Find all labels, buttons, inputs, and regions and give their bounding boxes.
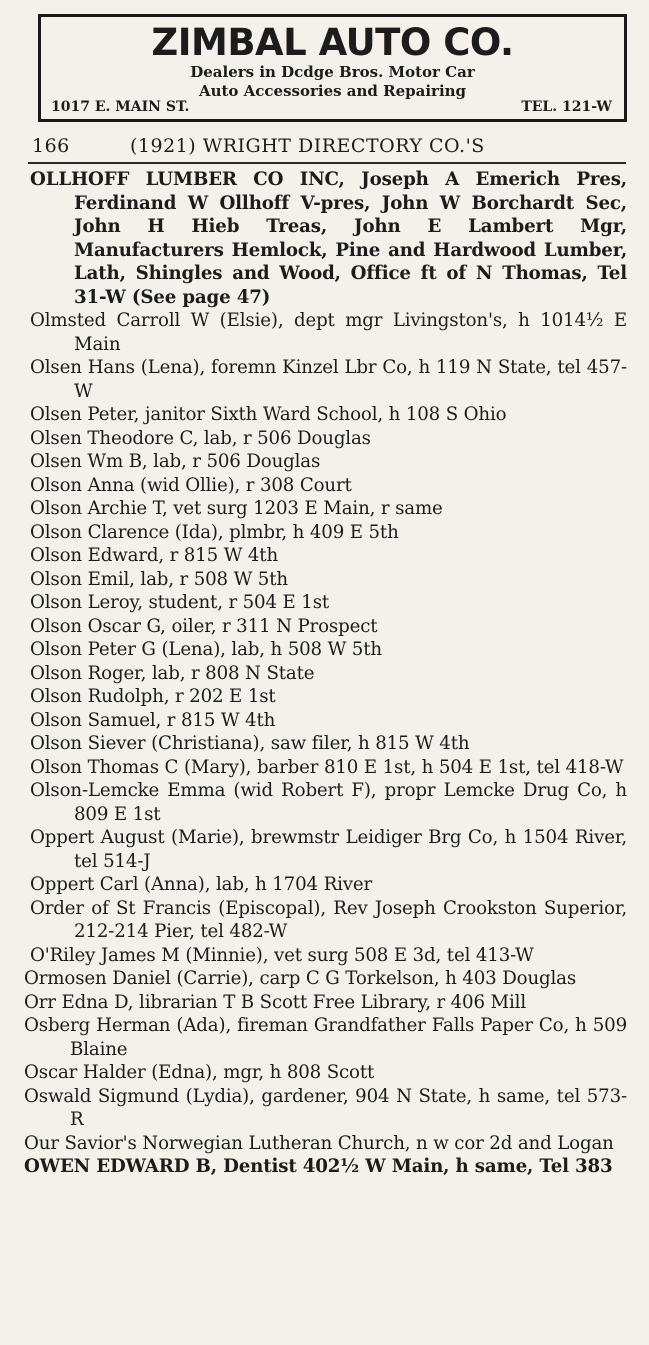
directory-entry: Oscar Halder (Edna), mgr, h 808 Scott (24, 1062, 375, 1083)
directory-entry: Oppert Carl (Anna), lab, h 1704 River (30, 874, 373, 895)
directory-entry: Osberg Herman (Ada), fireman Grandfather Falls Paper Co, h 509 Blaine (24, 1015, 627, 1060)
directory-entry: Olson Leroy, student, r 504 E 1st (30, 592, 330, 613)
directory-entry: Olsen Theodore C, lab, r 506 Douglas (30, 427, 371, 449)
directory-entry: Olson Samuel, r 815 W 4th (30, 709, 276, 731)
advertisement-box (38, 14, 627, 122)
directory-entry: Olmsted Carroll W (Elsie), dept mgr Livingston's, h 1014½ E Main (30, 310, 627, 355)
directory-entry: Our Savior's Norwegian Lutheran Church, n w cor 2d and Logan (24, 1132, 614, 1154)
ad-company-name: ZIMBAL AUTO CO. (151, 21, 514, 64)
directory-entry: Orr Edna D, librarian T B Scott Free Library, r 406 Mill (24, 991, 527, 1013)
directory-entry: Olson Thomas C (Mary), barber 810 E 1st, h 504 E 1st, tel 418-W (30, 756, 624, 778)
directory-entry: Olson Anna (wid Ollie), r 308 Court (30, 474, 352, 496)
running-head (32, 134, 616, 158)
running-head-title: (1921) WRIGHT DIRECTORY CO.'S (130, 135, 485, 157)
ad-services-line: Auto Accessories and Repairing (198, 82, 467, 100)
directory-entry: Olson Archie T, vet surg 1203 E Main, r same (30, 498, 443, 519)
directory-entry: Olsen Peter, janitor Sixth Ward School, h 108 S Ohio (30, 404, 507, 425)
page-number: 166 (32, 135, 70, 157)
ad-contact-row (51, 98, 612, 116)
ad-address: 1017 E. MAIN ST. (51, 99, 190, 115)
directory-entry: Olsen Hans (Lena), foremn Kinzel Lbr Co, h 119 N State, tel 457-W (30, 357, 627, 402)
directory-entry: Olson-Lemcke Emma (wid Robert F), propr Lemcke Drug Co, h 809 E 1st (30, 780, 627, 825)
ad-dealer-line: Dealers in Dcdge Bros. Motor Car (190, 63, 475, 81)
directory-entry: O'Riley James M (Minnie), vet surg 508 E 3d, tel 413-W (30, 944, 534, 966)
directory-entry: Order of St Francis (Episcopal), Rev Joseph Crookston Superior, 212-214 Pier, tel 482-W (30, 897, 627, 942)
directory-entry: Olson Emil, lab, r 508 W 5th (30, 568, 288, 590)
directory-entry: Olsen Wm B, lab, r 506 Douglas (30, 451, 321, 472)
ad-phone: TEL. 121-W (521, 99, 612, 115)
directory-entry: Olson Roger, lab, r 808 N State (30, 662, 315, 684)
directory-entry: Olson Oscar G, oiler, r 311 N Prospect (30, 615, 378, 637)
directory-entry: Olson Peter G (Lena), lab, h 508 W 5th (30, 639, 382, 660)
header-rule (28, 162, 626, 164)
directory-entry: Oswald Sigmund (Lydia), gardener, 904 N State, h same, tel 573-R (24, 1085, 627, 1130)
directory-listing (0, 168, 649, 1179)
directory-entry: Olson Siever (Christiana), saw filer, h 815 W 4th (30, 733, 470, 754)
directory-entry: OWEN EDWARD B, Dentist 402½ W Main, h same, Tel 383 (24, 1156, 613, 1177)
directory-entry: Oppert August (Marie), brewmstr Leidiger Brg Co, h 1504 River, tel 514-J (30, 827, 627, 872)
directory-entry: Olson Rudolph, r 202 E 1st (30, 686, 276, 707)
directory-entry: OLLHOFF LUMBER CO INC, Joseph A Emerich Pres, Ferdinand W Ollhoff V-pres, John W Borchardt Sec, John H Hieb Treas, John E Lambert Mgr, Manufacturers Hemlock, Pine and Hardwood Lumber, Lath, Shingles and Wood, Office ft of N Thomas, Tel 31-W (See page 47) (30, 169, 627, 308)
directory-entry: Ormosen Daniel (Carrie), carp C G Torkelson, h 403 Douglas (24, 968, 577, 989)
directory-entry: Olson Clarence (Ida), plmbr, h 409 E 5th (30, 521, 399, 543)
directory-entry: Olson Edward, r 815 W 4th (30, 545, 279, 566)
